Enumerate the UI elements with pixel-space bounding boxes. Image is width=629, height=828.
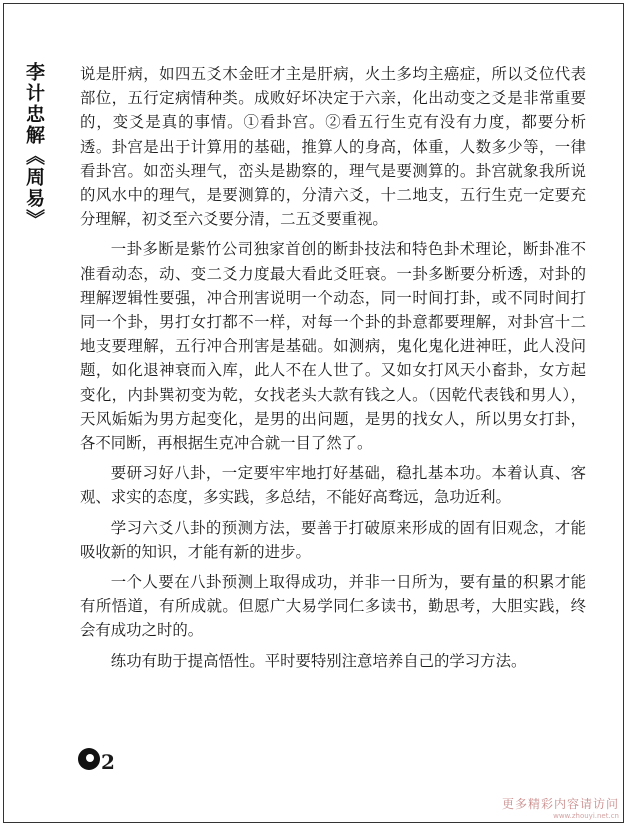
- publisher-logo-icon: [78, 748, 100, 770]
- watermark: [502, 795, 619, 820]
- body-text: [80, 62, 586, 673]
- running-head-book-title: 李计忠解《周易》: [23, 62, 45, 230]
- paragraph-5: 一个人要在八卦预测上取得成功，并非一日所为，要有量的积累才能有所悟道，有所成就。但愿广大易学同仁多读书，勤思考，大胆实践，终会有成功之时的。: [80, 573, 586, 640]
- paragraph-3: 要研习好八卦，一定要牢牢地打好基础，稳扎基本功。本着认真、客观、求实的态度，多实践，多总结，不能好高骛远，急功近利。: [80, 464, 586, 507]
- watermark-text: 更多精彩内容请访问: [501, 797, 619, 811]
- watermark-url: www.zhouyi.net.cn: [553, 812, 619, 820]
- paragraph-6: 练功有助于提高悟性。平时要特别注意培养自己的学习方法。: [110, 651, 527, 670]
- page-number: [78, 746, 115, 772]
- paragraph-2: 一卦多断是紫竹公司独家首创的断卦技法和特色卦术理论，断卦准不准看动态，动、变二爻力度最大看此爻旺衰。一卦多断要分析透，对卦的理解逻辑性要强，冲合刑害说明一个动态，同一时间打卦，或不同时间打同一个卦，男打女打都不一样，对每一个卦的卦意都要理解，对卦宫十二地支要理解，五行冲合刑害是基础。如测病，鬼化鬼化进神旺，此人没问题，如化退神衰而入库，此人不在人世了。又如女打风天小畜卦，女方起变化，内卦巽初变为乾，女找老头大款有钱之人。（因乾代表钱和男人），天风姤姤为男方起变化，是男的出问题，是男的找女人，所以男女打卦，各不同断，再根据生克冲合就一目了然了。: [80, 240, 586, 453]
- page-number-value: 2: [101, 750, 115, 774]
- paragraph-4: 学习六爻八卦的预测方法，要善于打破原来形成的固有旧观念，才能吸收新的知识，才能有新的进步。: [80, 518, 586, 561]
- paragraph-1: 说是肝病，如四五爻木金旺才主是肝病，火土多均主癌症，所以爻位代表部位，五行定病情种类。成败好坏决定于六亲，化出动变之爻是非常重要的，变爻是真的事情。①看卦宫。②看五行生克有没有力度，都要分析透。卦宫是出于计算用的基础，推算人的身高，体重，人数多少等，一律看卦宫。如峦头理气，峦头是勘察的，理气是要测算的。卦宫就象我所说的风水中的理气，是要测算的，分清六爻，十二地支，五行生克一定要充分理解，初爻至六爻要分清，二五爻要重视。: [80, 65, 586, 229]
